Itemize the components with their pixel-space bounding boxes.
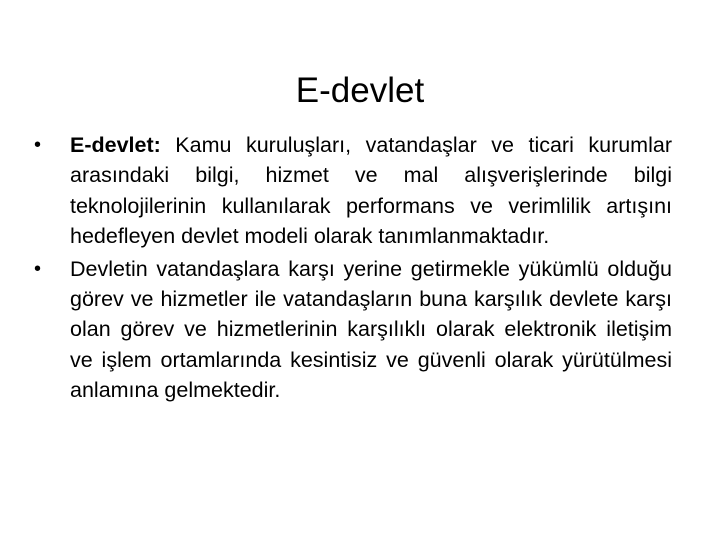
definition-term: E-devlet: [70,133,161,157]
bullet-item-duties [30,254,672,406]
definition-text: Kamu kuruluşları, vatandaşlar ve ticari kurumlar arasındaki bilgi, hizmet ve mal alışverişlerinde bilgi teknolojilerinin kullanılarak performans ve verimlilik artışını hedefleyen devlet modeli olarak tanımlanmaktadır. [70,133,672,249]
bullet-list [30,130,672,408]
duties-text: Devletin vatandaşlara karşı yerine getirmekle yükümlü olduğu görev ve hizmetler ile vatandaşların buna karşılık devlete karşı olan görev ve hizmetlerinin karşılıklı olarak elektronik iletişim ve işlem ortamlarında kesintisiz ve güvenli olarak yürütülmesi anlamına gelmektedir. [70,256,672,403]
bullet-icon: • [34,134,42,156]
bullet-icon: • [34,257,42,280]
slide-title: E-devlet [295,71,425,111]
bullet-item-definition [30,130,672,252]
